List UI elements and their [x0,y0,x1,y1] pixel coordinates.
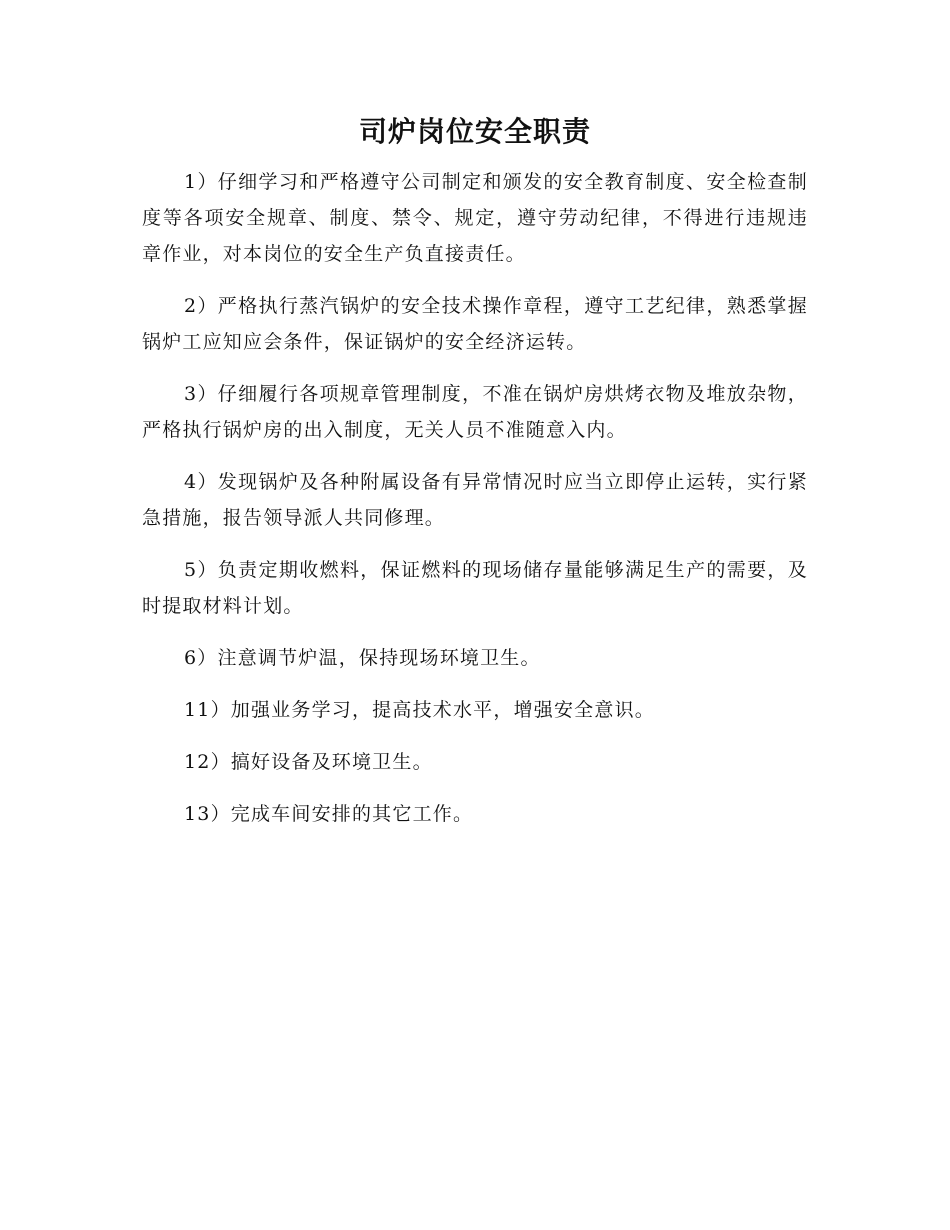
duty-item-2: 2）严格执行蒸汽锅炉的安全技术操作章程，遵守工艺纪律，熟悉掌握锅炉工应知应会条件，保证锅炉的安全经济运转。 [142,295,808,353]
duty-item-5: 5）负责定期收燃料，保证燃料的现场储存量能够满足生产的需要，及时提取材料计划。 [142,559,808,617]
duty-item-11: 11）加强业务学习，提高技术水平，增强安全意识。 [184,699,655,721]
document-title: 司炉岗位安全职责 [358,115,591,148]
duty-item-6: 6）注意调节炉温，保持现场环境卫生。 [184,647,541,669]
duty-item-12: 12）搞好设备及环境卫生。 [184,751,433,773]
duty-item-4: 4）发现锅炉及各种附属设备有异常情况时应当立即停止运转，实行紧急措施，报告领导派人共同修理。 [142,471,808,529]
duty-item-3: 3）仔细履行各项规章管理制度，不准在锅炉房烘烤衣物及堆放杂物，严格执行锅炉房的出入制度，无关人员不准随意入内。 [142,383,808,441]
duty-item-13: 13）完成车间安排的其它工作。 [184,803,474,825]
document-body [142,164,808,848]
duty-item-1: 1）仔细学习和严格遵守公司制定和颁发的安全教育制度、安全检查制度等各项安全规章、制度、禁令、规定，遵守劳动纪律，不得进行违规违章作业，对本岗位的安全生产负直接责任。 [142,171,808,265]
